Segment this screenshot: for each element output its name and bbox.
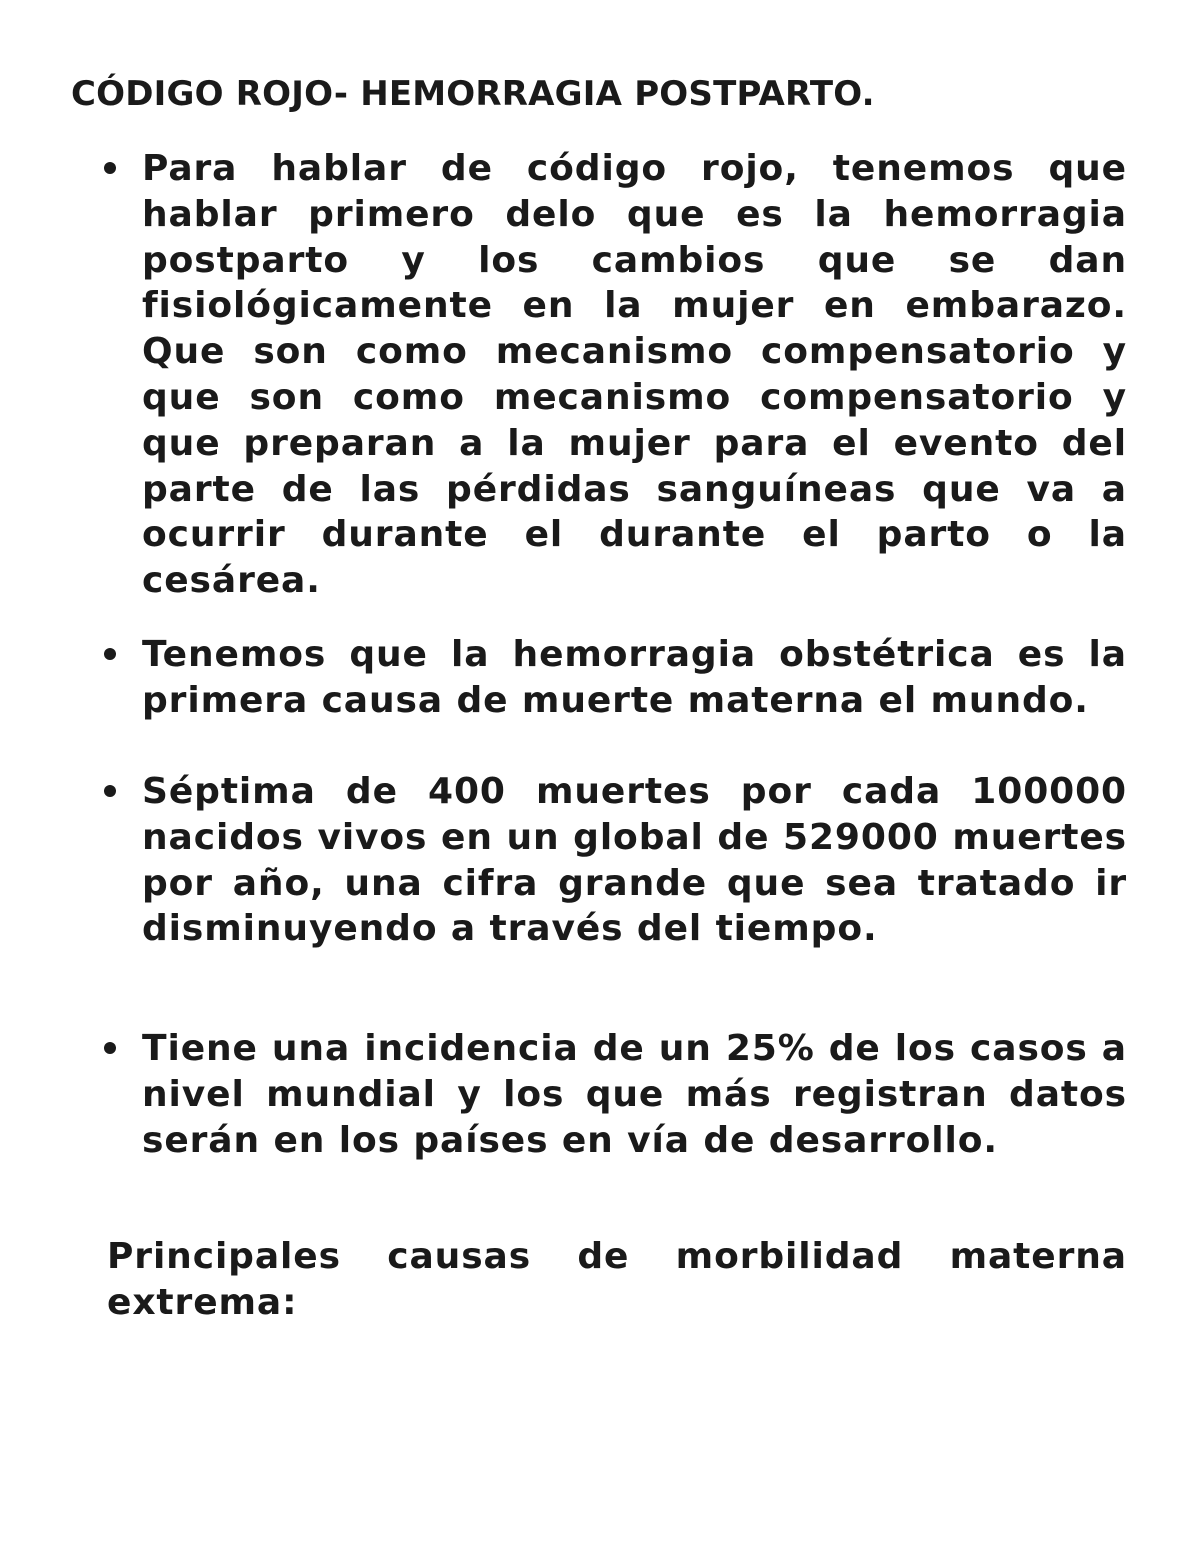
bullet-item (142, 1026, 1127, 1163)
bullet-item (142, 632, 1127, 724)
bullet-item (142, 146, 1127, 604)
document-title: CÓDIGO ROJO- HEMORRAGIA POSTPARTO. (71, 74, 875, 114)
bullet-icon (104, 162, 116, 174)
bullet-icon (104, 785, 116, 797)
bullet-text: Tiene una incidencia de un 25% de los casos a nivel mundial y los que más registran datos serán en los países en vía de desarrollo. (142, 1028, 1127, 1161)
bullet-icon (104, 648, 116, 660)
section-heading: Principales causas de morbilidad materna extrema: (107, 1236, 1127, 1323)
bullet-item (142, 769, 1127, 952)
bullet-icon (104, 1042, 116, 1054)
bullet-text: Séptima de 400 muertes por cada 100000 nacidos vivos en un global de 529000 muertes por año, una cifra grande que sea tratado ir disminuyendo a través del tiempo. (142, 771, 1127, 950)
bullet-text: Tenemos que la hemorragia obstétrica es la primera causa de muerte materna el mundo. (142, 634, 1127, 721)
bullet-text: Para hablar de código rojo, tenemos que hablar primero delo que es la hemorragia postparto y los cambios que se dan fisiológicamente en la mujer en embarazo. Que son como mecanismo compensatorio y que son como mecanismo compensatorio y que preparan a la mujer para el evento del parte de las pérdidas sanguíneas que va a ocurrir durante el durante el parto o la cesárea. (142, 148, 1127, 602)
